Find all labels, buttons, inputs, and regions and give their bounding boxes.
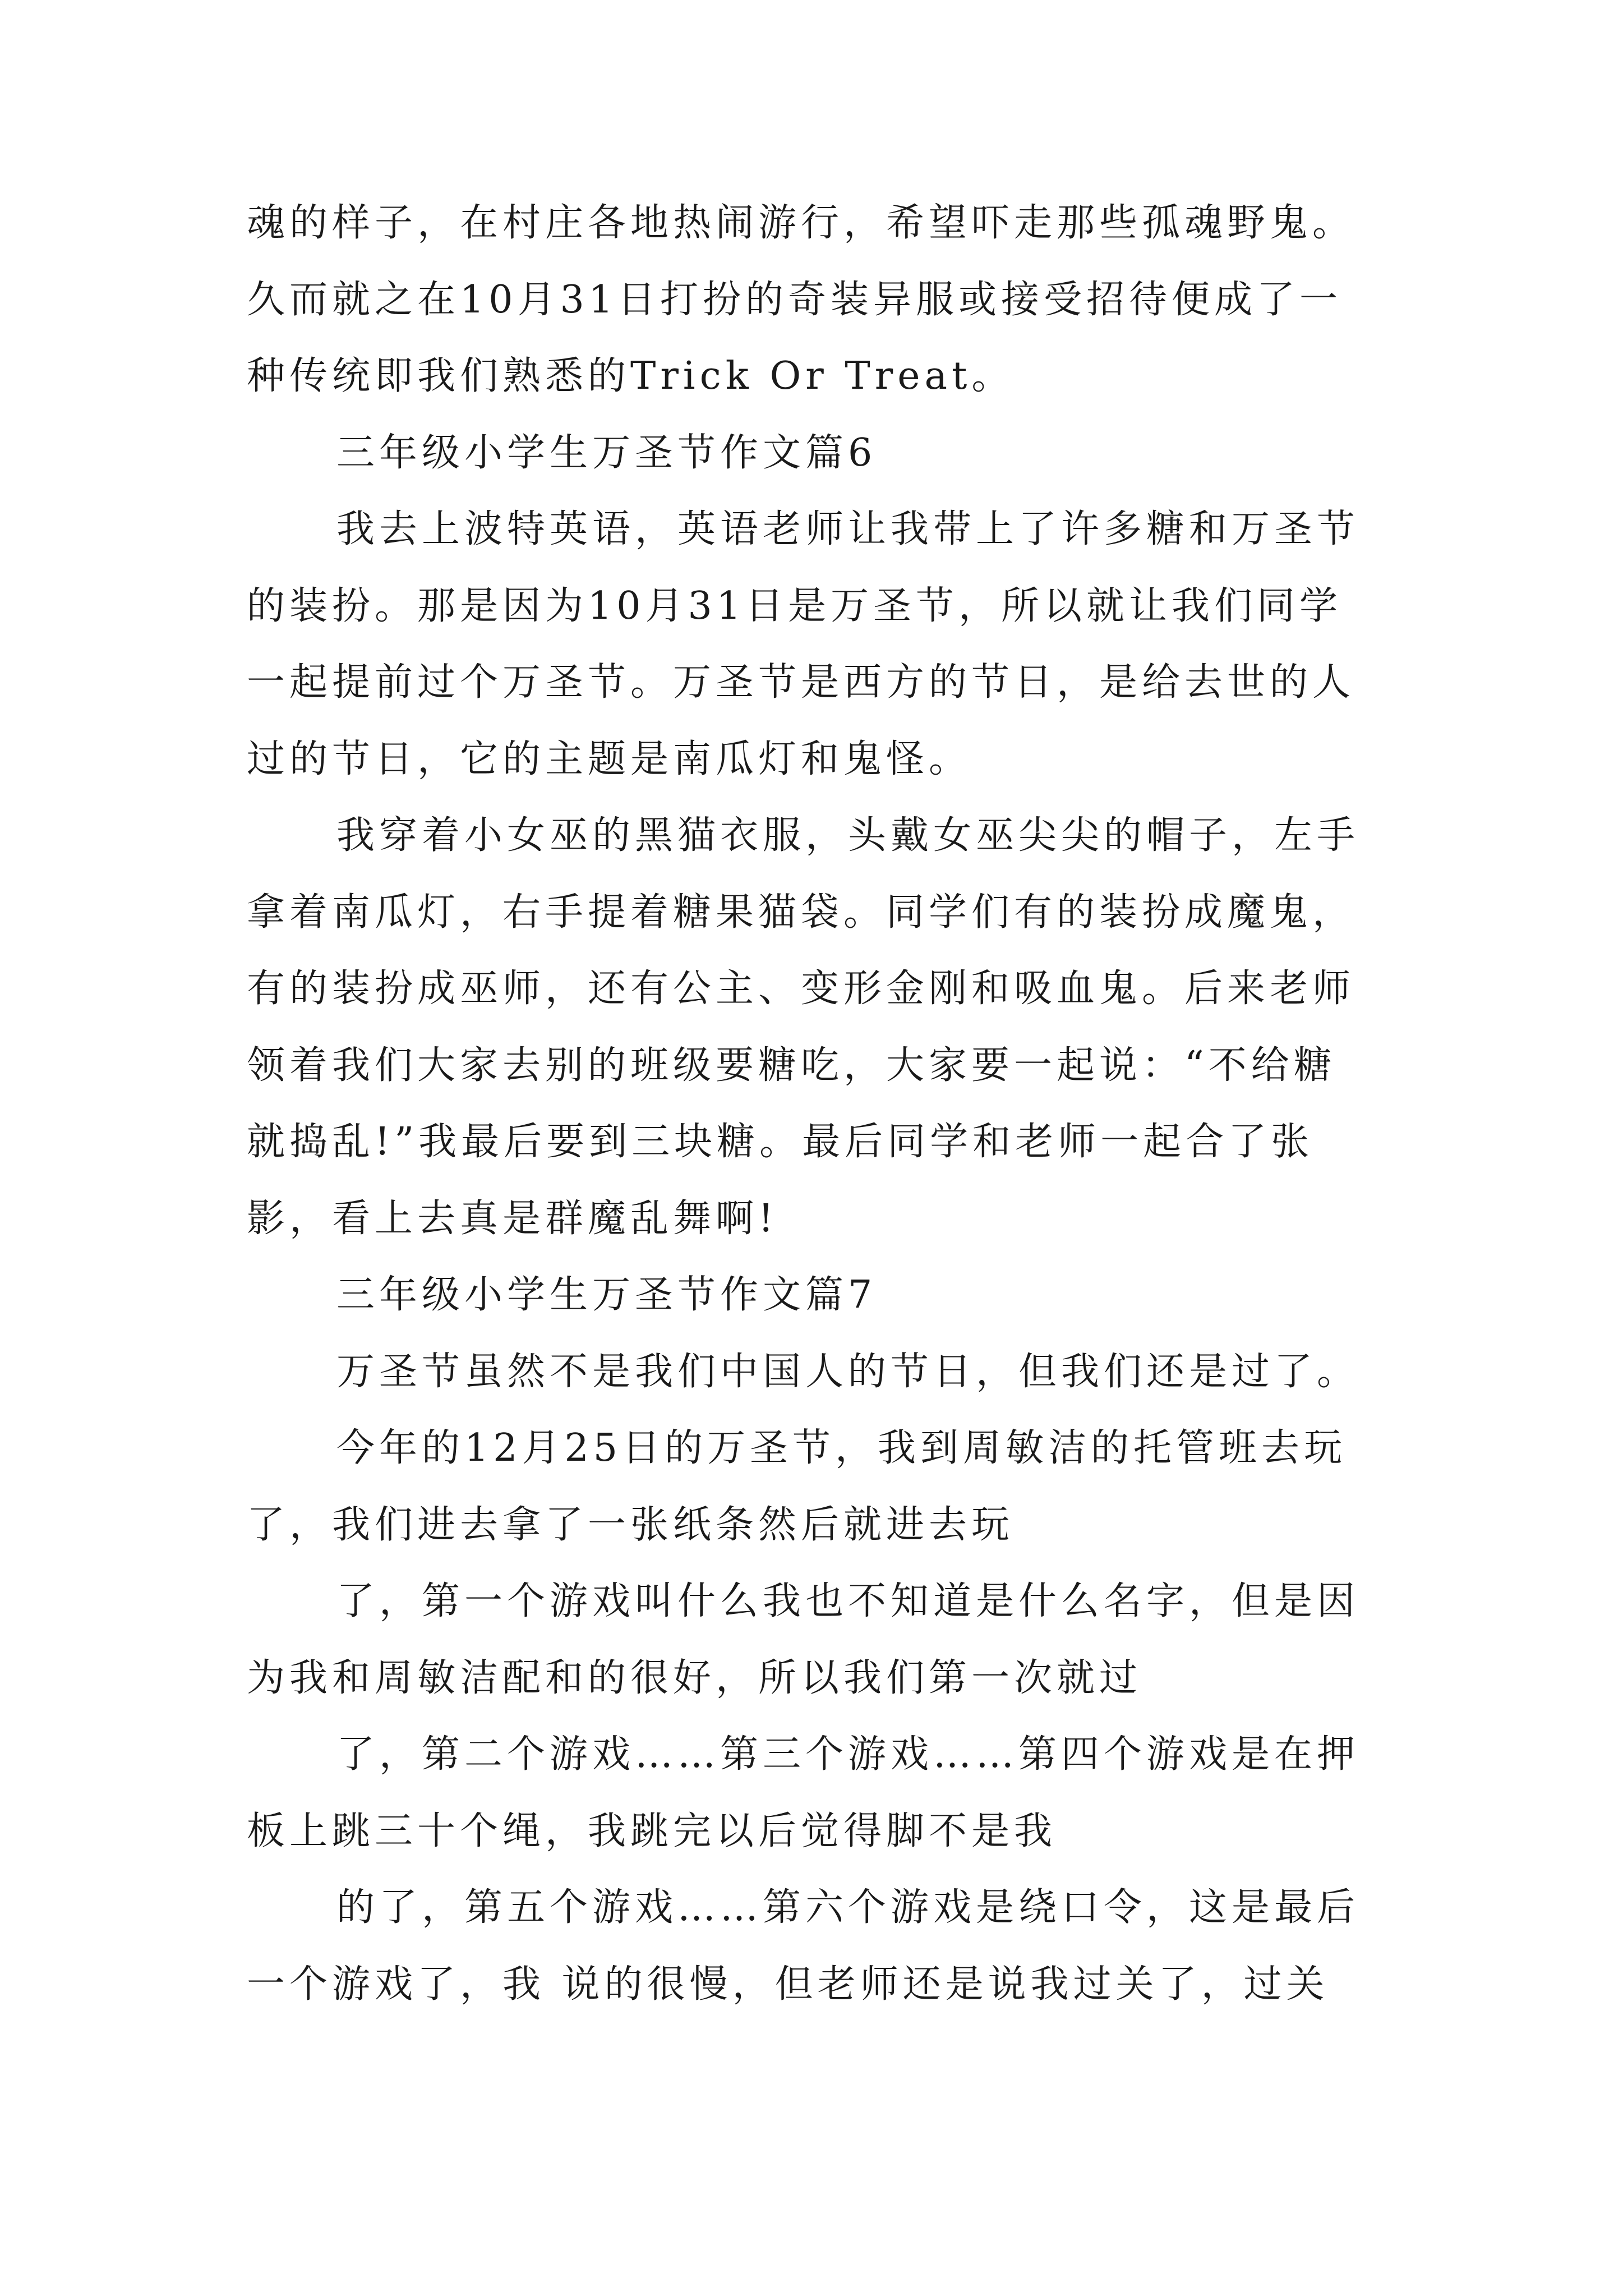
text-line: 了，第二个游戏……第三个游戏……第四个游戏是在押 [336, 1732, 1360, 1777]
text-line: 领着我们大家去别的班级要糖吃，大家要一起说：“不给糖 [247, 1043, 1336, 1088]
text-line: 了，我们进去拿了一张纸条然后就进去玩 [247, 1502, 1015, 1547]
text-line: 了，第一个游戏叫什么我也不知道是什么名字，但是因 [336, 1579, 1360, 1623]
text-line: 久而就之在10月31日打扮的奇装异服或接受招待便成了一 [247, 277, 1343, 322]
text-line: 今年的12月25日的万圣节，我到周敏洁的托管班去玩 [336, 1426, 1347, 1470]
text-line: 我去上波特英语，英语老师让我带上了许多糖和万圣节 [336, 507, 1360, 551]
text-line: 影，看上去真是群魔乱舞啊! [247, 1196, 778, 1241]
text-line: 种传统即我们熟悉的Trick Or Treat。 [247, 354, 1015, 398]
text-line: 魂的样子，在村庄各地热闹游行，希望吓走那些孤魂野鬼。 [247, 201, 1355, 245]
section-heading: 三年级小学生万圣节作文篇7 [336, 1273, 877, 1317]
text-line: 的了，第五个游戏……第六个游戏是绕口令，这是最后 [336, 1885, 1360, 1930]
text-line: 拿着南瓜灯，右手提着糖果猫袋。同学们有的装扮成魔鬼， [247, 890, 1355, 935]
text-line: 我穿着小女巫的黑猫衣服，头戴女巫尖尖的帽子，左手 [336, 813, 1360, 858]
text-line: 万圣节虽然不是我们中国人的节日，但我们还是过了。 [336, 1349, 1360, 1394]
text-line: 一个游戏了，我 说的很慢，但老师还是说我过关了，过关 [247, 1962, 1329, 2007]
text-line: 过的节日，它的主题是南瓜灯和鬼怪。 [247, 737, 972, 781]
text-line: 就捣乱!”我最后要到三块糖。最后同学和老师一起合了张 [247, 1120, 1314, 1164]
text-line: 板上跳三十个绳，我跳完以后觉得脚不是我 [247, 1809, 1057, 1853]
text-line: 为我和周敏洁配和的很好，所以我们第一次就过 [247, 1655, 1142, 1700]
document-body [247, 185, 1402, 2023]
section-heading: 三年级小学生万圣节作文篇6 [336, 430, 877, 475]
text-line: 一起提前过个万圣节。万圣节是西方的节日，是给去世的人 [247, 660, 1355, 705]
text-line: 的装扮。那是因为10月31日是万圣节，所以就让我们同学 [247, 583, 1343, 628]
text-line: 有的装扮成巫师，还有公主、变形金刚和吸血鬼。后来老师 [247, 967, 1355, 1011]
